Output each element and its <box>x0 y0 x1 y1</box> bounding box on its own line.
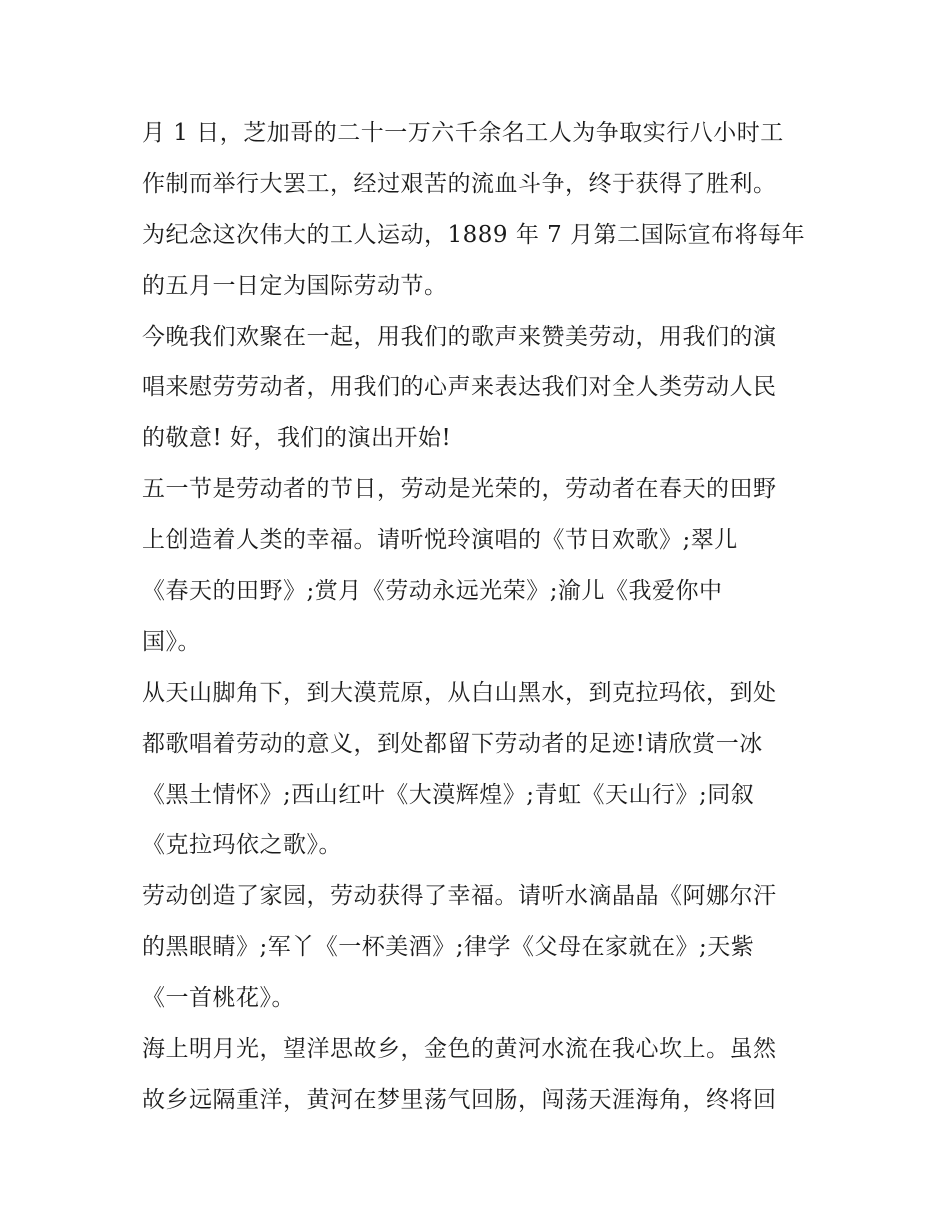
text-line: 《一首桃花》。 <box>142 985 295 1012</box>
text-line: 故乡远隔重洋，黄河在梦里荡气回肠，闯荡天涯海角，终将回 <box>142 1086 777 1113</box>
text-line: 的黑眼睛》;军丫《一杯美酒》;律学《父母在家就在》;天紫 <box>142 934 755 961</box>
text-line: 今晚我们欢聚在一起，用我们的歌声来赞美劳动，用我们的演 <box>142 323 777 350</box>
text-line: 《黑土情怀》;西山红叶《大漠辉煌》;青虹《天山行》;同叙 <box>142 781 755 808</box>
text-line: 都歌唱着劳动的意义，到处都留下劳动者的足迹!请欣赏一冰 <box>142 730 763 757</box>
text-line: 的五月一日定为国际劳动节。 <box>142 272 448 299</box>
text-line: 为纪念这次伟大的工人运动，1889 年 7 月第二国际宣布将每年 <box>142 221 806 248</box>
text-line: 五一节是劳动者的节日，劳动是光荣的，劳动者在春天的田野 <box>142 476 777 503</box>
text-line: 《克拉玛依之歌》。 <box>142 832 342 859</box>
document-body <box>142 108 822 1126</box>
text-line: 的敬意! 好，我们的演出开始! <box>142 425 452 452</box>
text-line: 从天山脚角下，到大漠荒原，从白山黑水，到克拉玛依，到处 <box>142 679 777 706</box>
text-line: 国》。 <box>142 628 201 655</box>
text-line: 劳动创造了家园，劳动获得了幸福。请听水滴晶晶《阿娜尔汗 <box>142 883 777 910</box>
text-line: 唱来慰劳劳动者，用我们的心声来表达我们对全人类劳动人民 <box>142 374 777 401</box>
text-line: 月 1 日，芝加哥的二十一万六千余名工人为争取实行八小时工 <box>142 120 784 146</box>
text-line: 《春天的田野》;赏月《劳动永远光荣》;渝儿《我爱你中 <box>142 578 723 605</box>
text-line: 上创造着人类的幸福。请听悦玲演唱的《节日欢歌》;翠儿 <box>142 527 738 554</box>
text-line: 作制而举行大罢工，经过艰苦的流血斗争，终于获得了胜利。 <box>142 170 777 197</box>
text-line: 海上明月光，望洋思故乡，金色的黄河水流在我心坎上。虽然 <box>142 1036 777 1063</box>
